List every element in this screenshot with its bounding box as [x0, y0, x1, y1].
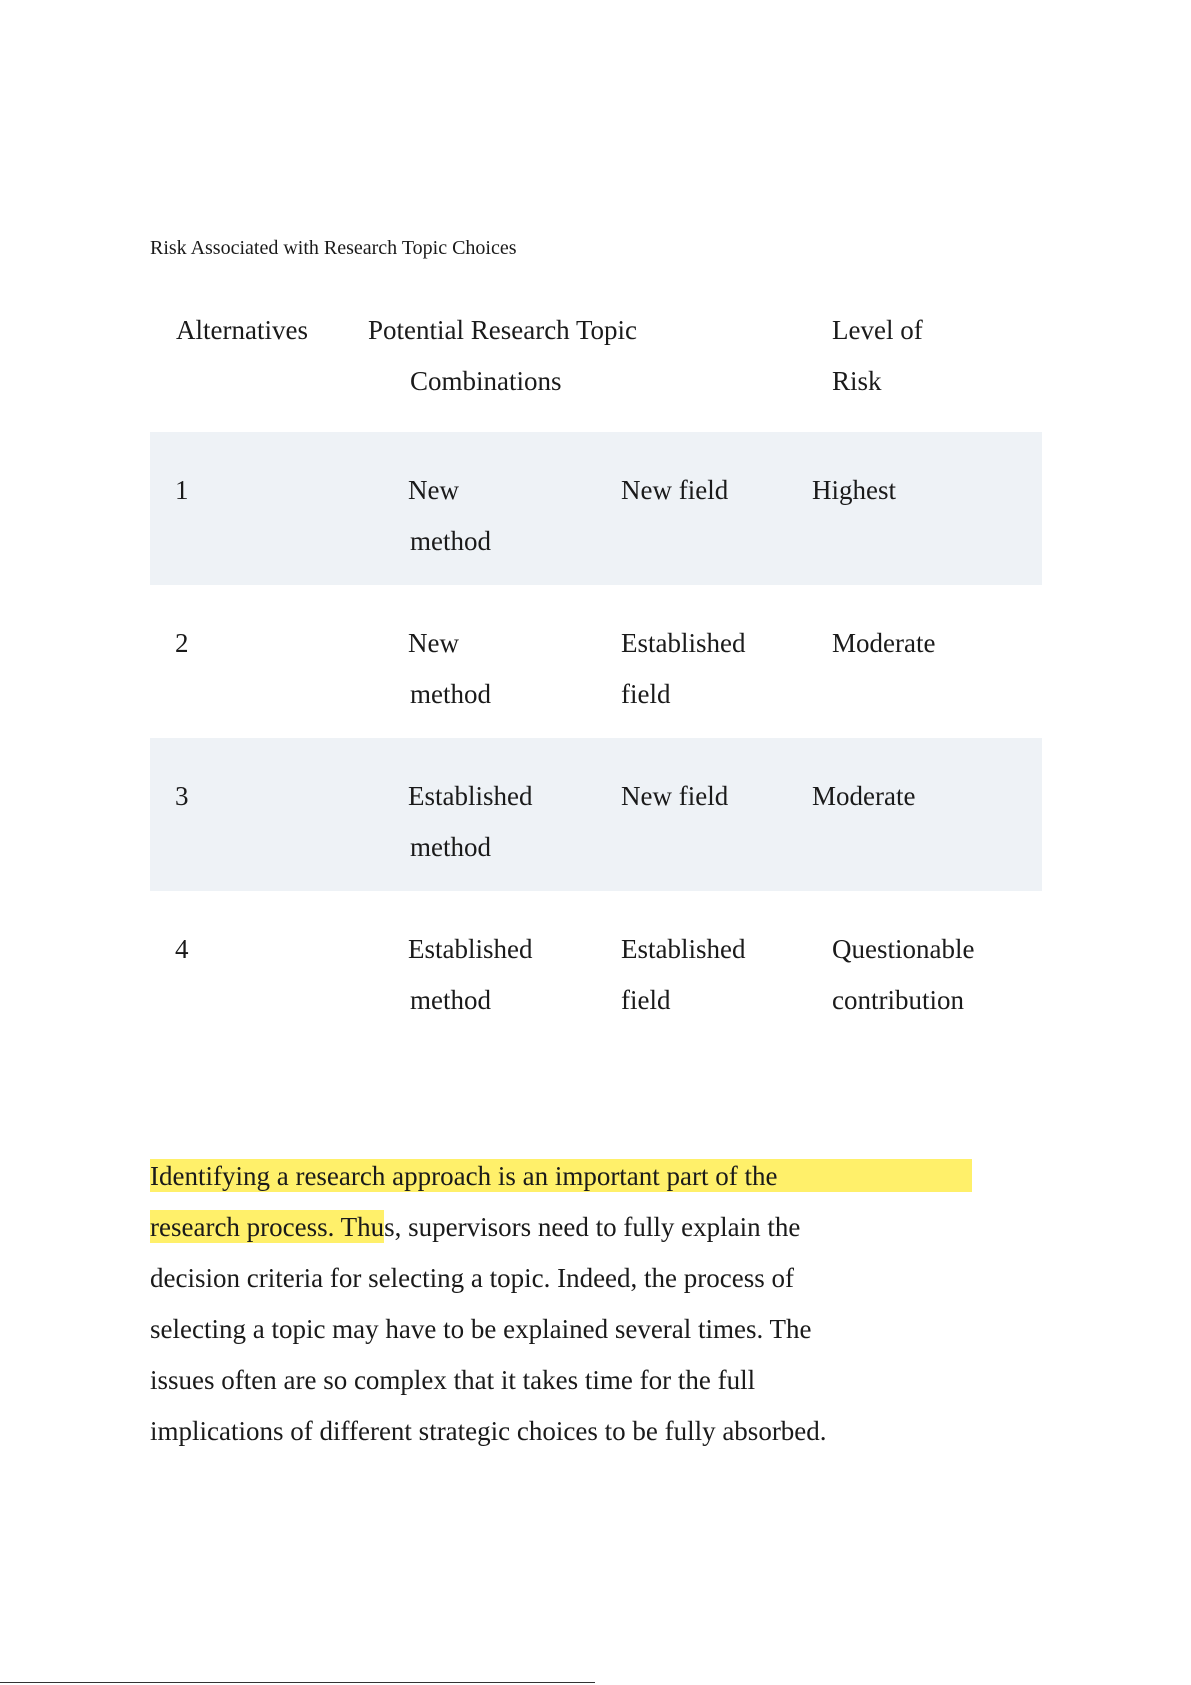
cell-risk: Highest: [812, 475, 896, 505]
table-row: [150, 891, 1042, 1044]
cell-risk: Questionable contribution: [832, 934, 975, 1015]
body-paragraph: [150, 1151, 1050, 1457]
table-caption: Risk Associated with Research Topic Choices: [150, 237, 517, 259]
cell-risk: Moderate: [832, 628, 936, 658]
table-row: [150, 432, 1042, 585]
cell-field: Established field: [621, 628, 746, 709]
footer-rule: [0, 1682, 595, 1683]
cell-field: Established field: [621, 934, 746, 1015]
cell-alternative: 1: [175, 475, 189, 505]
cell-alternative: 4: [175, 934, 189, 964]
cell-method: New method: [408, 628, 491, 709]
table-row: [150, 738, 1042, 891]
cell-method: New method: [408, 475, 491, 556]
paragraph-line: selecting a topic may have to be explained several times. The: [150, 1314, 812, 1344]
header-research-topic: Potential Research Topic Combinations: [368, 315, 638, 396]
header-alternatives: Alternatives: [176, 315, 308, 345]
cell-method: Established method: [408, 934, 533, 1015]
paragraph-line: issues often are so complex that it takes time for the full: [150, 1365, 756, 1395]
paragraph-line: decision criteria for selecting a topic. Indeed, the process of: [150, 1263, 794, 1293]
header-level-of-risk: Level of Risk: [832, 315, 923, 396]
cell-risk: Moderate: [812, 781, 916, 811]
paragraph-line: research process. Thus, supervisors need to fully explain the: [150, 1212, 801, 1242]
table-header-row: [150, 300, 1042, 432]
paragraph-line: implications of different strategic choices to be fully absorbed.: [150, 1416, 827, 1446]
cell-alternative: 3: [175, 781, 189, 811]
cell-method: Established method: [408, 781, 533, 862]
risk-table: [150, 300, 1042, 1044]
cell-field: New field: [621, 781, 729, 811]
cell-field: New field: [621, 475, 729, 505]
paragraph-line: Identifying a research approach is an important part of the: [150, 1161, 778, 1191]
table-row: [150, 585, 1042, 738]
cell-alternative: 2: [175, 628, 189, 658]
